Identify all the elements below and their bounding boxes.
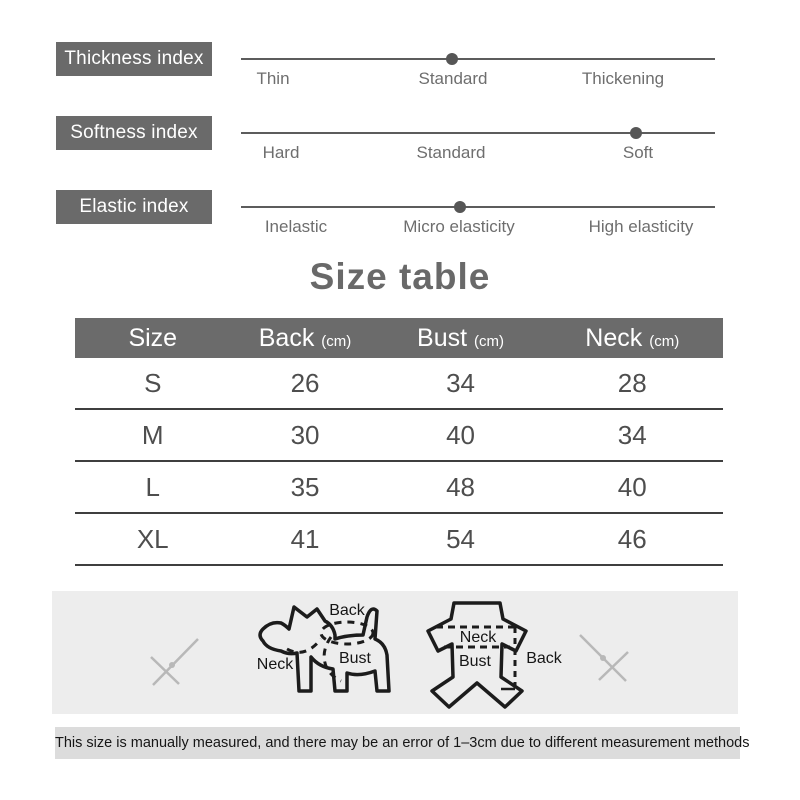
col-header-neck-label: Neck bbox=[585, 323, 643, 352]
thickness-option-thickening: Thickening bbox=[581, 69, 665, 88]
softness-index-badge: Softness index bbox=[56, 116, 212, 150]
elastic-option-high: High elasticity bbox=[588, 217, 694, 236]
right-cutmark-icon bbox=[580, 635, 628, 681]
softness-option-soft: Soft bbox=[622, 143, 654, 162]
cell-neck: 34 bbox=[617, 419, 647, 450]
thickness-index-badge: Thickness index bbox=[56, 42, 212, 76]
col-header-back-unit: (cm) bbox=[321, 332, 352, 350]
table-row bbox=[75, 514, 723, 566]
elastic-slider-dot bbox=[454, 201, 466, 213]
size-table bbox=[75, 318, 723, 566]
col-header-neck bbox=[542, 324, 723, 353]
table-row bbox=[75, 462, 723, 514]
elastic-option-inelastic: Inelastic bbox=[264, 217, 328, 236]
elastic-index-badge: Elastic index bbox=[56, 190, 212, 224]
col-header-bust bbox=[380, 324, 542, 353]
softness-option-standard: Standard bbox=[416, 143, 486, 162]
softness-slider-dot bbox=[630, 127, 642, 139]
dog-illustration bbox=[257, 602, 389, 691]
cell-back: 41 bbox=[290, 523, 320, 554]
col-header-bust-unit: (cm) bbox=[474, 332, 505, 350]
elastic-option-micro: Micro elasticity bbox=[403, 217, 515, 236]
table-row bbox=[75, 358, 723, 410]
thickness-slider-dot bbox=[446, 53, 458, 65]
size-table-title: Size table bbox=[309, 256, 491, 297]
garment-bust-label: Bust bbox=[458, 653, 492, 670]
cell-size: XL bbox=[136, 523, 169, 554]
col-header-back-label: Back bbox=[258, 323, 315, 352]
cell-bust: 34 bbox=[446, 367, 475, 398]
thickness-option-standard: Standard bbox=[418, 69, 488, 88]
cell-back: 35 bbox=[290, 471, 320, 502]
measurement-diagram-strip bbox=[52, 591, 738, 714]
measurement-diagram bbox=[52, 591, 738, 714]
col-header-neck-unit: (cm) bbox=[649, 332, 680, 350]
garment-back-label: Back bbox=[526, 650, 562, 667]
thickness-index-row bbox=[56, 42, 744, 98]
garment-neck-label: Neck bbox=[459, 629, 497, 646]
col-header-back bbox=[231, 324, 380, 353]
cell-size: S bbox=[144, 367, 162, 398]
softness-slider-track bbox=[241, 132, 715, 134]
col-header-bust-label: Bust bbox=[417, 323, 468, 352]
cell-neck: 40 bbox=[617, 471, 647, 502]
col-header-size bbox=[75, 324, 231, 353]
dog-neck-measure-line bbox=[287, 639, 321, 652]
table-row bbox=[75, 410, 723, 462]
cell-size: M bbox=[141, 419, 164, 450]
left-cutmark-icon bbox=[151, 639, 198, 685]
elastic-index-row bbox=[56, 190, 744, 246]
softness-index-row bbox=[56, 116, 744, 172]
cell-size: L bbox=[145, 471, 160, 502]
elastic-slider-track bbox=[241, 206, 715, 208]
thickness-option-thin: Thin bbox=[256, 69, 290, 88]
col-header-size-label: Size bbox=[128, 323, 178, 352]
dog-neck-label: Neck bbox=[256, 656, 294, 673]
thickness-slider-track bbox=[241, 58, 715, 60]
measurement-disclaimer: This size is manually measured, and there may be an error of 1–3cm due to different measurement methods bbox=[55, 727, 740, 759]
garment-illustration bbox=[428, 603, 563, 707]
cell-bust: 40 bbox=[446, 419, 475, 450]
cell-bust: 48 bbox=[446, 471, 475, 502]
cell-neck: 46 bbox=[617, 523, 647, 554]
softness-option-hard: Hard bbox=[262, 143, 300, 162]
cell-back: 30 bbox=[290, 419, 320, 450]
cell-bust: 54 bbox=[446, 523, 475, 554]
dog-back-label: Back bbox=[329, 602, 365, 619]
cell-neck: 28 bbox=[617, 367, 647, 398]
cell-back: 26 bbox=[290, 367, 320, 398]
dog-bust-label: Bust bbox=[338, 650, 372, 667]
size-table-header bbox=[75, 318, 723, 358]
